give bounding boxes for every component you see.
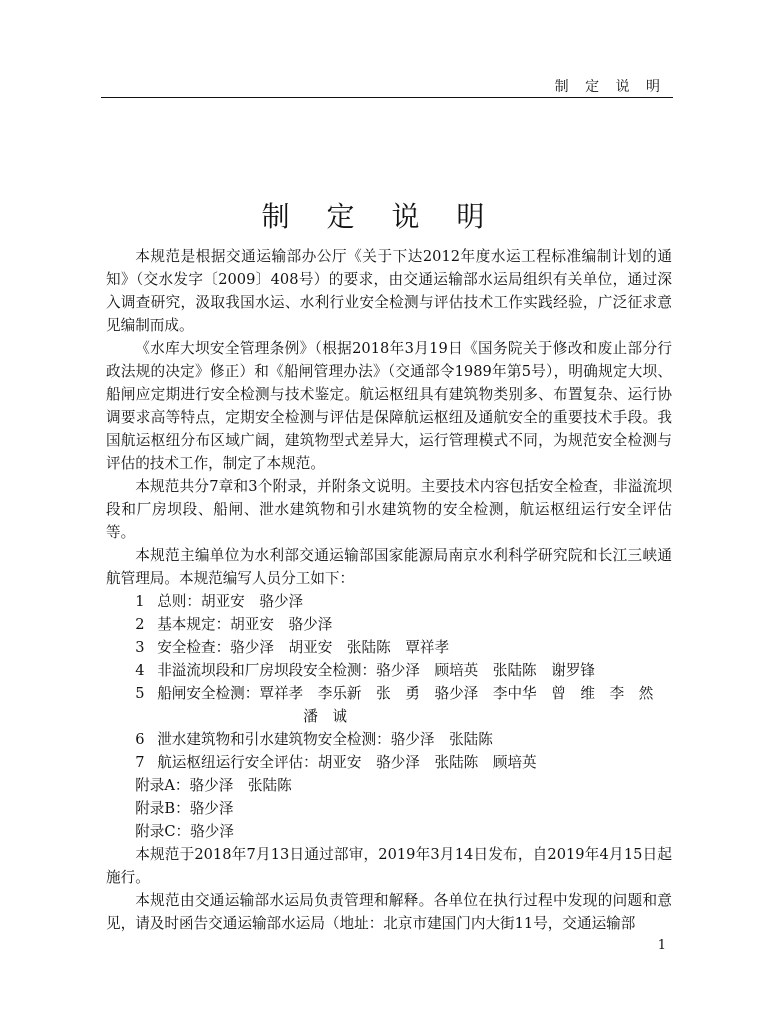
staff-item-text: 基本规定：胡亚安 骆少泽 [157, 616, 333, 633]
staff-item-text: 安全检查：骆少泽 胡亚安 张陆陈 覃祥孝 [157, 639, 450, 656]
staff-item-text: 泄水建筑物和引水建筑物安全检测：骆少泽 张陆陈 [157, 731, 493, 748]
staff-list [106, 590, 672, 774]
paragraph-editors-intro: 本规范主编单位为水利部交通运输部国家能源局南京水利科学研究院和长江三峡通航管理局。本规范编写人员分工如下： [106, 547, 672, 587]
staff-item-number: 5 [135, 685, 145, 702]
staff-item-text: 航运枢纽运行安全评估：胡亚安 骆少泽 张陆陈 顾培英 [157, 754, 537, 771]
staff-item-continuation: 潘 诚 [303, 708, 347, 725]
running-header [0, 0, 760, 98]
staff-item-text: 总则：胡亚安 骆少泽 [157, 593, 304, 610]
paragraph-background: 《水库大坝安全管理条例》（根据2018年3月19日《国务院关于修改和废止部分行政法规的决定》修正）和《船闸管理办法》（交通部令1989年第5号），明确规定大坝、船闸应定期进行安全检测与技术鉴定。航运枢纽具有建筑物类别多、布置复杂、运行协调要求高等特点，定期安全检测与评估是保障航运枢纽及通航安全的重要技术手段。我国航运枢纽分布区域广阔，建筑物型式差异大，运行管理模式不同，为规范安全检测与评估的技术工作，制定了本规范。 [106, 340, 672, 472]
header-rule [101, 97, 673, 98]
document-body [106, 245, 672, 935]
staff-item [106, 613, 672, 636]
staff-item [106, 636, 672, 659]
staff-item-number: 6 [135, 731, 145, 748]
document-title: 制 定 说 明 [261, 200, 499, 233]
staff-item [106, 590, 672, 613]
appendix-item: 附录A：骆少泽 张陆陈 [135, 777, 292, 794]
staff-item [106, 728, 672, 751]
paragraph-dates: 本规范于2018年7月13日通过部审，2019年3月14日发布，自2019年4月15日起施行。 [106, 846, 672, 886]
paragraph-origin: 本规范是根据交通运输部办公厅《关于下达2012年度水运工程标准编制计划的通知》（交水发字〔2009〕408号）的要求，由交通运输部水运局组织有关单位，通过深入调查研究，汲取我国水运、水利行业安全检测与评估技术工作实践经验，广泛征求意见编制而成。 [106, 248, 672, 334]
appendix-item: 附录C：骆少泽 [135, 823, 234, 840]
staff-item-number: 4 [135, 662, 145, 679]
staff-item-text: 非溢流坝段和厂房坝段安全检测：骆少泽 顾培英 张陆陈 谢罗锋 [157, 662, 596, 679]
running-header-title: 制 定 说 明 [554, 79, 666, 95]
staff-item-number: 3 [135, 639, 145, 656]
page-number: 1 [657, 938, 666, 953]
staff-item-number: 2 [135, 616, 145, 633]
paragraph-structure: 本规范共分7章和3个附录，并附条文说明。主要技术内容包括安全检查，非溢流坝段和厂房坝段、船闸、泄水建筑物和引水建筑物的安全检测，航运枢纽运行安全评估等。 [106, 478, 672, 541]
staff-item-number: 1 [135, 593, 145, 610]
appendix-item: 附录B：骆少泽 [135, 800, 234, 817]
staff-item-text: 船闸安全检测：覃祥孝 李乐新 张 勇 骆少泽 李中华 曾 维 李 然 [157, 685, 654, 702]
staff-item [106, 659, 672, 682]
staff-item [106, 682, 672, 705]
staff-item [106, 751, 672, 774]
staff-item-number: 7 [135, 754, 145, 771]
paragraph-administration: 本规范由交通运输部水运局负责管理和解释。各单位在执行过程中发现的问题和意见，请及时函告交通运输部水运局（地址：北京市建国门内大街11号，交通运输部 [106, 892, 672, 932]
